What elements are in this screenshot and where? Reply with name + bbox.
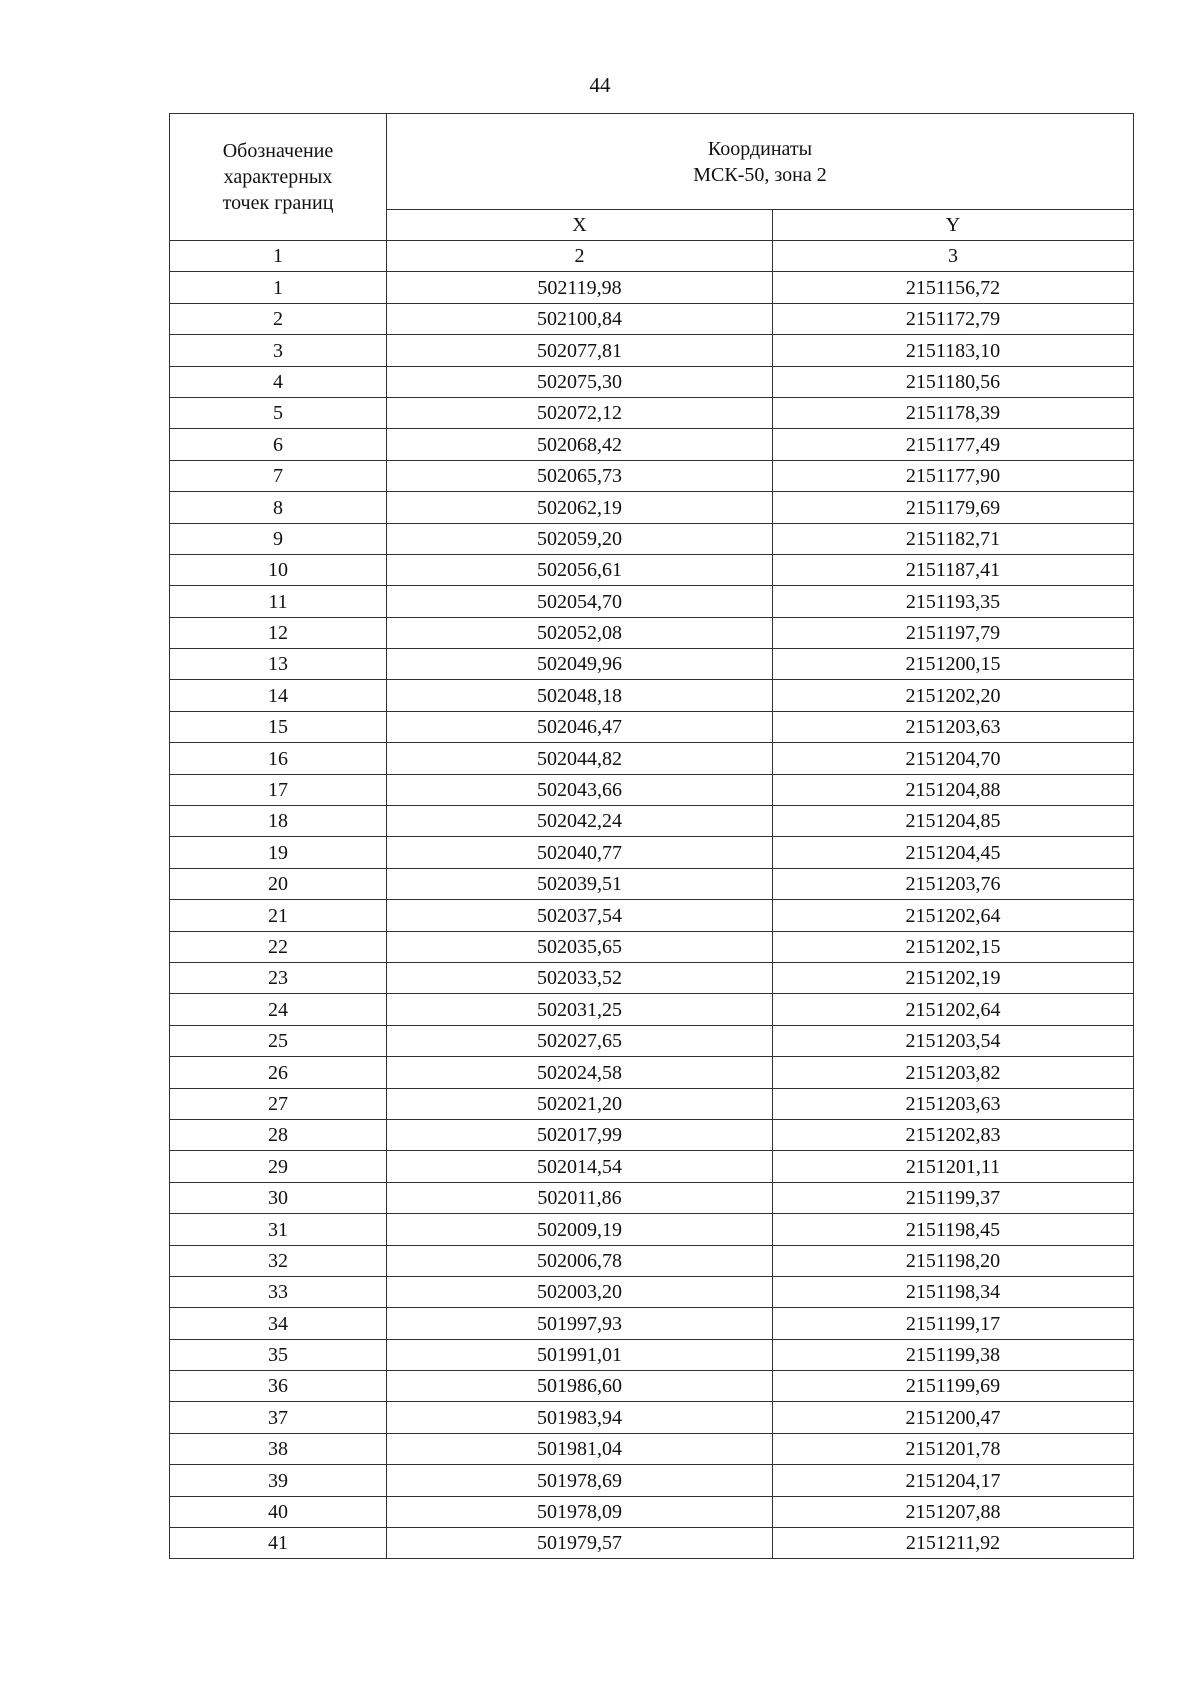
y-coordinate-cell: 2151211,92 <box>773 1528 1134 1559</box>
y-coordinate-cell: 2151200,15 <box>773 649 1134 680</box>
table-body <box>170 241 1134 1559</box>
point-number-cell: 33 <box>170 1276 387 1307</box>
point-number-cell: 35 <box>170 1339 387 1370</box>
y-coordinate-cell: 2151201,78 <box>773 1433 1134 1464</box>
table-row <box>170 1088 1134 1119</box>
table-row <box>170 397 1134 428</box>
table-row <box>170 586 1134 617</box>
table-row <box>170 1057 1134 1088</box>
table-row <box>170 1182 1134 1213</box>
table-row <box>170 429 1134 460</box>
y-coordinate-cell: 2151177,49 <box>773 429 1134 460</box>
point-number-cell: 36 <box>170 1371 387 1402</box>
y-column-header: Y <box>773 210 1134 241</box>
point-number-cell: 8 <box>170 492 387 523</box>
x-coordinate-cell: 502009,19 <box>387 1214 773 1245</box>
table-row <box>170 335 1134 366</box>
point-number-cell: 38 <box>170 1433 387 1464</box>
y-coordinate-cell: 2151198,34 <box>773 1276 1134 1307</box>
point-number-cell: 22 <box>170 931 387 962</box>
x-coordinate-cell: 502042,24 <box>387 806 773 837</box>
point-number-cell: 21 <box>170 900 387 931</box>
table-row <box>170 523 1134 554</box>
table-row <box>170 492 1134 523</box>
x-coordinate-cell: 502052,08 <box>387 617 773 648</box>
y-coordinate-cell: 2151202,83 <box>773 1119 1134 1150</box>
y-coordinate-cell: 2151207,88 <box>773 1496 1134 1527</box>
table-header <box>170 114 1134 241</box>
x-coordinate-cell: 502024,58 <box>387 1057 773 1088</box>
point-number-cell: 17 <box>170 774 387 805</box>
y-coordinate-cell: 2151193,35 <box>773 586 1134 617</box>
x-column-header: X <box>387 210 773 241</box>
x-coordinate-cell: 502072,12 <box>387 397 773 428</box>
point-number-cell: 40 <box>170 1496 387 1527</box>
y-coordinate-cell: 2151198,45 <box>773 1214 1134 1245</box>
y-coordinate-cell: 2151199,38 <box>773 1339 1134 1370</box>
table-row <box>170 1214 1134 1245</box>
point-number-cell: 6 <box>170 429 387 460</box>
point-number-cell: 18 <box>170 806 387 837</box>
y-coordinate-cell: 2151203,82 <box>773 1057 1134 1088</box>
table-row <box>170 711 1134 742</box>
x-coordinate-cell: 502031,25 <box>387 994 773 1025</box>
column-number-row <box>170 241 1134 272</box>
table-row <box>170 303 1134 334</box>
point-number-cell: 14 <box>170 680 387 711</box>
point-number-cell: 26 <box>170 1057 387 1088</box>
y-coordinate-cell: 2151202,20 <box>773 680 1134 711</box>
y-coordinate-cell: 2151202,64 <box>773 994 1134 1025</box>
x-coordinate-cell: 501986,60 <box>387 1371 773 1402</box>
table-row <box>170 272 1134 303</box>
point-number-cell: 28 <box>170 1119 387 1150</box>
x-coordinate-cell: 502003,20 <box>387 1276 773 1307</box>
y-coordinate-cell: 2151202,15 <box>773 931 1134 962</box>
y-coordinate-cell: 2151172,79 <box>773 303 1134 334</box>
y-coordinate-cell: 2151199,37 <box>773 1182 1134 1213</box>
point-number-cell: 27 <box>170 1088 387 1119</box>
y-coordinate-cell: 2151203,54 <box>773 1025 1134 1056</box>
table-row <box>170 1308 1134 1339</box>
point-number-cell: 12 <box>170 617 387 648</box>
point-number-cell: 16 <box>170 743 387 774</box>
x-coordinate-cell: 502049,96 <box>387 649 773 680</box>
x-coordinate-cell: 502017,99 <box>387 1119 773 1150</box>
point-number-cell: 2 <box>170 303 387 334</box>
x-coordinate-cell: 501991,01 <box>387 1339 773 1370</box>
x-coordinate-cell: 502037,54 <box>387 900 773 931</box>
column-number-3: 3 <box>773 241 1134 272</box>
y-coordinate-cell: 2151198,20 <box>773 1245 1134 1276</box>
x-coordinate-cell: 502006,78 <box>387 1245 773 1276</box>
point-number-cell: 3 <box>170 335 387 366</box>
point-number-cell: 7 <box>170 460 387 491</box>
point-designation-header: Обозначение характерных точек границ <box>170 114 387 241</box>
x-coordinate-cell: 502043,66 <box>387 774 773 805</box>
point-number-cell: 31 <box>170 1214 387 1245</box>
x-coordinate-cell: 502100,84 <box>387 303 773 334</box>
table-row <box>170 1496 1134 1527</box>
y-coordinate-cell: 2151202,19 <box>773 962 1134 993</box>
x-coordinate-cell: 502027,65 <box>387 1025 773 1056</box>
y-coordinate-cell: 2151156,72 <box>773 272 1134 303</box>
x-coordinate-cell: 502119,98 <box>387 272 773 303</box>
y-coordinate-cell: 2151197,79 <box>773 617 1134 648</box>
x-coordinate-cell: 502033,52 <box>387 962 773 993</box>
y-coordinate-cell: 2151200,47 <box>773 1402 1134 1433</box>
point-number-cell: 9 <box>170 523 387 554</box>
table-row <box>170 1371 1134 1402</box>
y-coordinate-cell: 2151177,90 <box>773 460 1134 491</box>
x-coordinate-cell: 501978,69 <box>387 1465 773 1496</box>
table-row <box>170 962 1134 993</box>
table-row <box>170 900 1134 931</box>
point-number-cell: 19 <box>170 837 387 868</box>
y-coordinate-cell: 2151204,85 <box>773 806 1134 837</box>
y-coordinate-cell: 2151179,69 <box>773 492 1134 523</box>
x-coordinate-cell: 501983,94 <box>387 1402 773 1433</box>
table-row <box>170 1119 1134 1150</box>
point-number-cell: 41 <box>170 1528 387 1559</box>
table-row <box>170 366 1134 397</box>
point-number-cell: 25 <box>170 1025 387 1056</box>
y-coordinate-cell: 2151203,63 <box>773 711 1134 742</box>
table-row <box>170 1339 1134 1370</box>
x-coordinate-cell: 502044,82 <box>387 743 773 774</box>
x-coordinate-cell: 502059,20 <box>387 523 773 554</box>
point-number-cell: 34 <box>170 1308 387 1339</box>
x-coordinate-cell: 502068,42 <box>387 429 773 460</box>
table-row <box>170 554 1134 585</box>
x-coordinate-cell: 502021,20 <box>387 1088 773 1119</box>
y-coordinate-cell: 2151178,39 <box>773 397 1134 428</box>
table-row <box>170 994 1134 1025</box>
table-row <box>170 617 1134 648</box>
y-coordinate-cell: 2151183,10 <box>773 335 1134 366</box>
y-coordinate-cell: 2151203,76 <box>773 868 1134 899</box>
x-coordinate-cell: 502056,61 <box>387 554 773 585</box>
y-coordinate-cell: 2151204,45 <box>773 837 1134 868</box>
table-row <box>170 774 1134 805</box>
table-row <box>170 1402 1134 1433</box>
point-number-cell: 1 <box>170 272 387 303</box>
x-coordinate-cell: 502035,65 <box>387 931 773 962</box>
y-coordinate-cell: 2151204,88 <box>773 774 1134 805</box>
table-row <box>170 680 1134 711</box>
y-coordinate-cell: 2151187,41 <box>773 554 1134 585</box>
x-coordinate-cell: 501978,09 <box>387 1496 773 1527</box>
column-number-1: 1 <box>170 241 387 272</box>
point-number-cell: 20 <box>170 868 387 899</box>
x-coordinate-cell: 502046,47 <box>387 711 773 742</box>
y-coordinate-cell: 2151180,56 <box>773 366 1134 397</box>
y-coordinate-cell: 2151199,69 <box>773 1371 1134 1402</box>
coordinates-header: Координаты МСК-50, зона 2 <box>387 114 1134 210</box>
point-number-cell: 4 <box>170 366 387 397</box>
x-coordinate-cell: 502075,30 <box>387 366 773 397</box>
table-row <box>170 1465 1134 1496</box>
point-number-cell: 23 <box>170 962 387 993</box>
y-coordinate-cell: 2151202,64 <box>773 900 1134 931</box>
table-row <box>170 931 1134 962</box>
x-coordinate-cell: 501979,57 <box>387 1528 773 1559</box>
table-row <box>170 1151 1134 1182</box>
y-coordinate-cell: 2151201,11 <box>773 1151 1134 1182</box>
table-row <box>170 1245 1134 1276</box>
x-coordinate-cell: 502054,70 <box>387 586 773 617</box>
y-coordinate-cell: 2151203,63 <box>773 1088 1134 1119</box>
table-row <box>170 1528 1134 1559</box>
table-row <box>170 1025 1134 1056</box>
point-number-cell: 30 <box>170 1182 387 1213</box>
table-row <box>170 868 1134 899</box>
point-number-cell: 29 <box>170 1151 387 1182</box>
y-coordinate-cell: 2151204,70 <box>773 743 1134 774</box>
point-number-cell: 11 <box>170 586 387 617</box>
table-row <box>170 743 1134 774</box>
point-number-cell: 15 <box>170 711 387 742</box>
y-coordinate-cell: 2151204,17 <box>773 1465 1134 1496</box>
y-coordinate-cell: 2151199,17 <box>773 1308 1134 1339</box>
point-number-cell: 5 <box>170 397 387 428</box>
point-number-cell: 37 <box>170 1402 387 1433</box>
x-coordinate-cell: 501981,04 <box>387 1433 773 1464</box>
x-coordinate-cell: 501997,93 <box>387 1308 773 1339</box>
x-coordinate-cell: 502011,86 <box>387 1182 773 1213</box>
column-number-2: 2 <box>387 241 773 272</box>
x-coordinate-cell: 502039,51 <box>387 868 773 899</box>
point-number-cell: 32 <box>170 1245 387 1276</box>
x-coordinate-cell: 502065,73 <box>387 460 773 491</box>
x-coordinate-cell: 502040,77 <box>387 837 773 868</box>
point-number-cell: 24 <box>170 994 387 1025</box>
x-coordinate-cell: 502062,19 <box>387 492 773 523</box>
x-coordinate-cell: 502077,81 <box>387 335 773 366</box>
x-coordinate-cell: 502048,18 <box>387 680 773 711</box>
page-number: 44 <box>589 73 611 97</box>
coordinates-table <box>169 113 1134 1559</box>
x-coordinate-cell: 502014,54 <box>387 1151 773 1182</box>
point-number-cell: 13 <box>170 649 387 680</box>
table-row <box>170 460 1134 491</box>
y-coordinate-cell: 2151182,71 <box>773 523 1134 554</box>
point-number-cell: 39 <box>170 1465 387 1496</box>
table-row <box>170 837 1134 868</box>
table-row <box>170 1433 1134 1464</box>
table-row <box>170 1276 1134 1307</box>
point-number-cell: 10 <box>170 554 387 585</box>
table-row <box>170 649 1134 680</box>
table-row <box>170 806 1134 837</box>
